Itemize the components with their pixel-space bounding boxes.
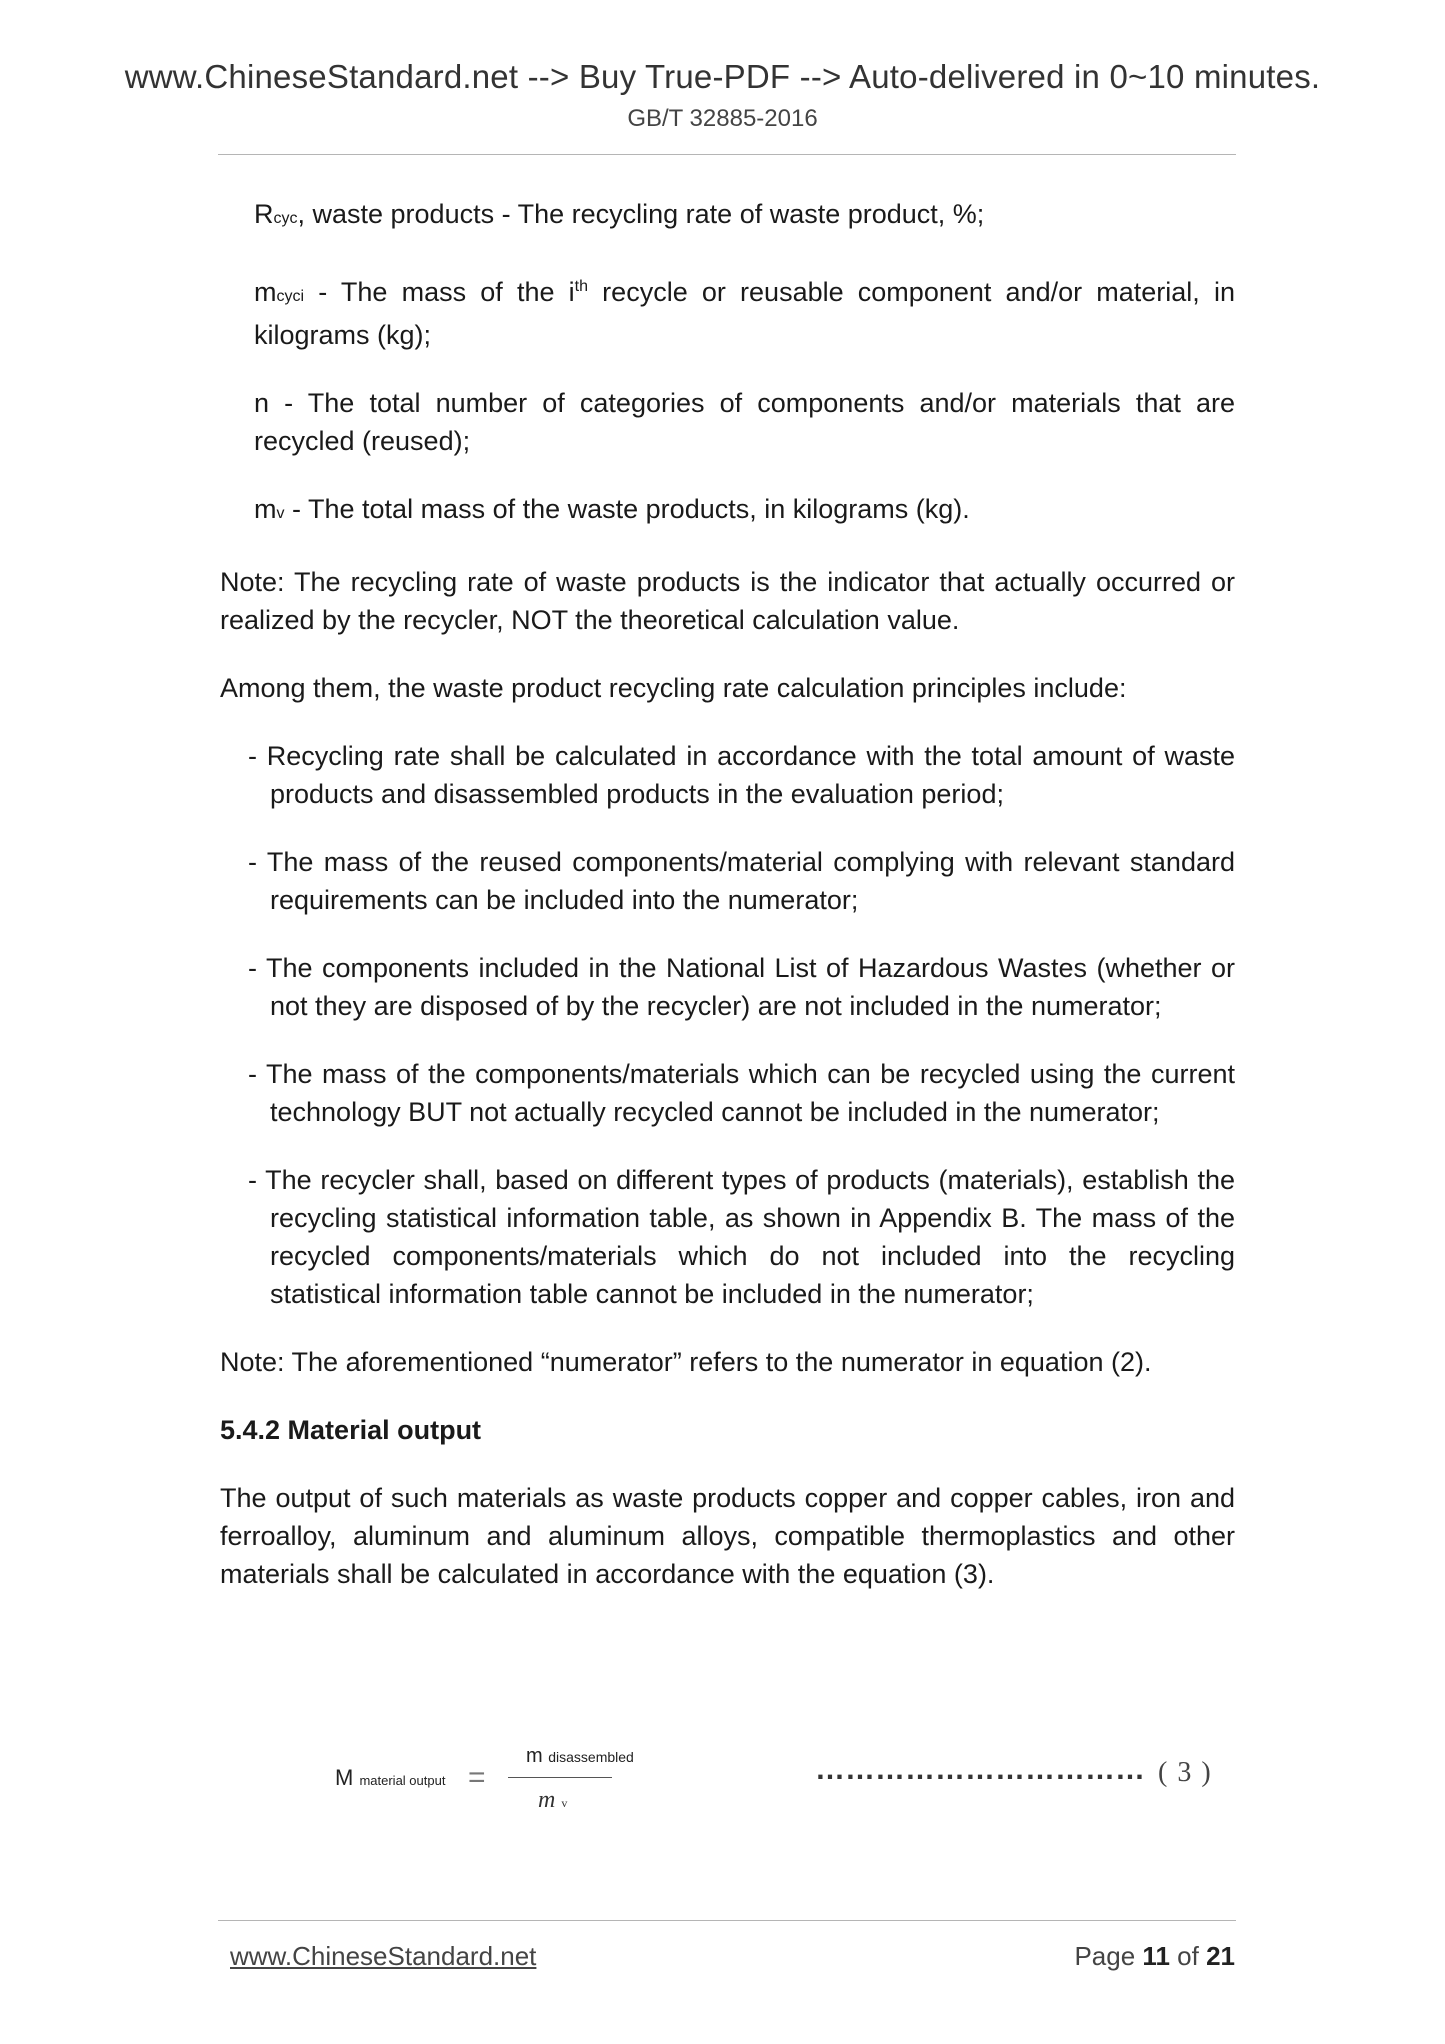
page-number: Page 11 of 21 [1074, 1941, 1235, 1971]
equation-3 [0, 1745, 1445, 1825]
page-content [220, 195, 1235, 1623]
standard-code: GB/T 32885-2016 [627, 105, 818, 132]
principles-intro: Among them, the waste product recycling rate calculation principles include: [220, 673, 1127, 703]
note-numerator: Note: The aforementioned “numerator” refers to the numerator in equation (2). [220, 1347, 1152, 1377]
header-title: www.ChineseStandard.net --> Buy True-PDF --> Auto-delivered in 0~10 minutes. [124, 58, 1321, 95]
header-rule [218, 154, 1236, 155]
definition-mv: mv - The total mass of the waste products, in kilograms (kg). [254, 494, 970, 524]
definition-n: n - The total number of categories of components and/or materials that are recycled (reused); [254, 388, 1235, 456]
equation-numerator: m disassembled [526, 1745, 634, 1767]
footer-rule [218, 1920, 1236, 1921]
fraction-bar [508, 1777, 612, 1778]
principle-item: - The mass of the components/materials which can be recycled using the current technology BUT not actually recycled cannot be included in the numerator; [248, 1059, 1235, 1127]
definition-rcyc: Rcyc, waste products - The recycling rate of waste product, %; [254, 199, 985, 229]
section-body: The output of such materials as waste products copper and copper cables, iron and ferroalloy, aluminum and aluminum alloys, compatible thermoplastics and other materials shall be calculated in accordance with the equation (3). [220, 1483, 1235, 1589]
equation-lhs: M material output [335, 1765, 446, 1790]
footer-site-link[interactable]: www.ChineseStandard.net [230, 1941, 537, 1971]
principle-item: - The components included in the National List of Hazardous Wastes (whether or not they are disposed of by the recycler) are not included in the numerator; [248, 953, 1235, 1021]
principle-item: - Recycling rate shall be calculated in accordance with the total amount of waste products and disassembled products in the evaluation period; [248, 741, 1235, 809]
equation-leader-dots: …………………………… [815, 1753, 1145, 1786]
section-heading: 5.4.2 Material output [220, 1415, 482, 1445]
note-recycling-rate: Note: The recycling rate of waste products is the indicator that actually occurred or realized by the recycler, NOT the theoretical calculation value. [220, 567, 1235, 635]
equation-number: (3) [1158, 1757, 1221, 1788]
principle-item: - The mass of the reused components/material complying with relevant standard requirements can be included into the numerator; [248, 847, 1235, 915]
definition-mcyci: mcyci - The mass of the $i^{th}$ recycle or reusable component and/or material, in kilograms (kg); [254, 277, 1235, 350]
equals-sign: = [468, 1761, 486, 1794]
equation-denominator: m v [538, 1787, 568, 1813]
principle-item: - The recycler shall, based on different types of products (materials), establish the recycling statistical information table, as shown in Appendix B. The mass of the recycled components/materials which do not included into the recycling statistical information table cannot be included in the numerator; [248, 1165, 1235, 1309]
